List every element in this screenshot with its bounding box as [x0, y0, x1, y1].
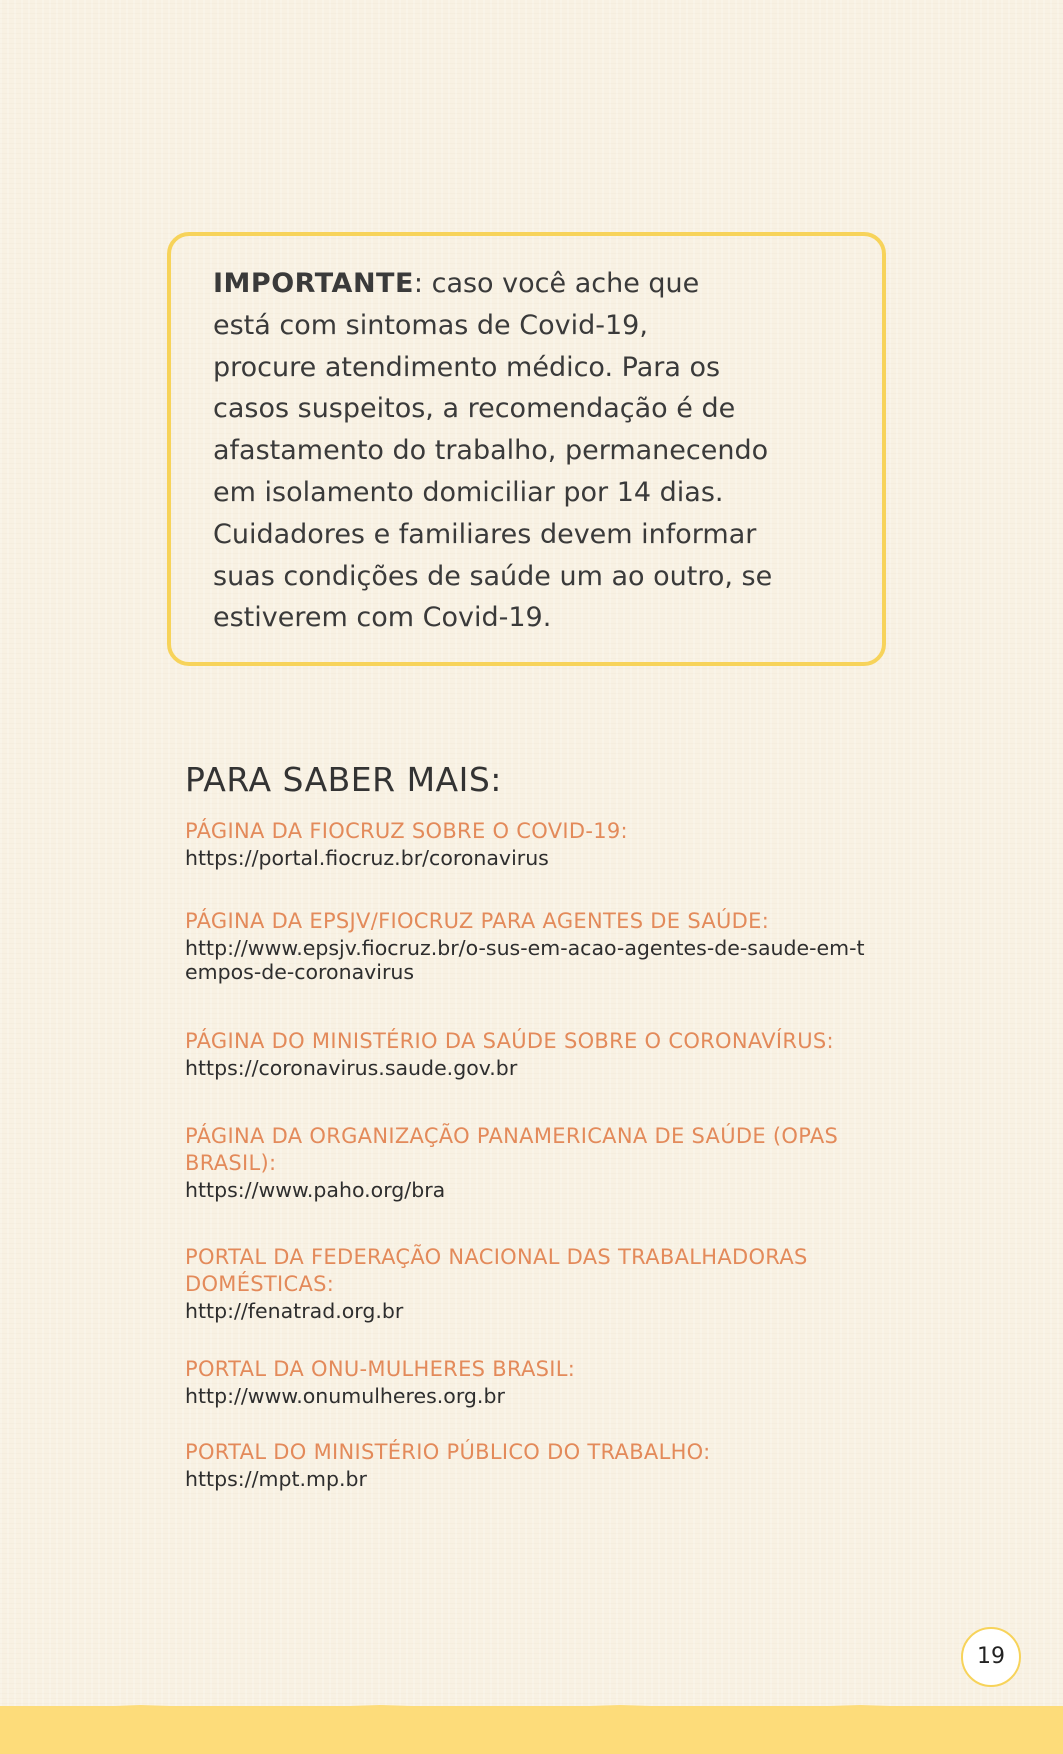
resource-heading: PORTAL DA FEDERAÇÃO NACIONAL DAS TRABALHADORAS DOMÉSTICAS:: [185, 1245, 808, 1296]
resource-link[interactable]: http://www.onumulheres.org.br: [185, 1384, 505, 1408]
important-label: IMPORTANTE: [213, 268, 414, 299]
resource-link[interactable]: https://coronavirus.saude.gov.br: [185, 1056, 518, 1080]
resource-heading: PÁGINA DO MINISTÉRIO DA SAÚDE SOBRE O CORONAVÍRUS:: [185, 1029, 834, 1053]
resource-link[interactable]: https://mpt.mp.br: [185, 1467, 367, 1491]
section-title: PARA SABER MAIS:: [185, 760, 502, 799]
resource-heading: PÁGINA DA EPSJV/FIOCRUZ PARA AGENTES DE SAÚDE:: [185, 909, 770, 933]
resource-item-fenatrad: [185, 1244, 905, 1323]
resource-link[interactable]: http://www.epsjv.fiocruz.br/o-sus-em-acao-agentes-de-saude-em-tempos-de-coronavirus: [185, 936, 865, 984]
page-number-badge: 19: [961, 1627, 1021, 1687]
resource-heading: PÁGINA DA FIOCRUZ SOBRE O COVID-19:: [185, 819, 628, 843]
resource-link[interactable]: https://www.paho.org/bra: [185, 1178, 446, 1202]
resource-item-fiocruz: [185, 818, 905, 870]
resource-link[interactable]: http://fenatrad.org.br: [185, 1299, 404, 1323]
important-body: : caso você ache que está com sintomas de Covid-19, procure atendimento médico. Para os casos suspeitos, a recomendação é de afastamento do trabalho, permanecendo em isolamento domiciliar por 14 dias. Cuidadores e familiares devem informar suas condições de saúde um ao outro, se estiverem com Covid-19.: [213, 268, 773, 634]
resource-item-opas: [185, 1123, 905, 1202]
resource-item-onu-mulheres: [185, 1356, 905, 1408]
resource-heading: PORTAL DO MINISTÉRIO PÚBLICO DO TRABALHO:: [185, 1440, 711, 1464]
important-callout-text: [213, 263, 833, 639]
resource-item-mpt: [185, 1439, 905, 1491]
resource-item-epsjv: [185, 908, 905, 984]
footer-band: [0, 1706, 1063, 1754]
resource-item-ministerio-saude: [185, 1028, 905, 1080]
resource-link[interactable]: https://portal.fiocruz.br/coronavirus: [185, 846, 549, 870]
resource-heading: PORTAL DA ONU-MULHERES BRASIL:: [185, 1357, 576, 1381]
resource-heading: PÁGINA DA ORGANIZAÇÃO PANAMERICANA DE SAÚDE (OPAS BRASIL):: [185, 1124, 839, 1175]
